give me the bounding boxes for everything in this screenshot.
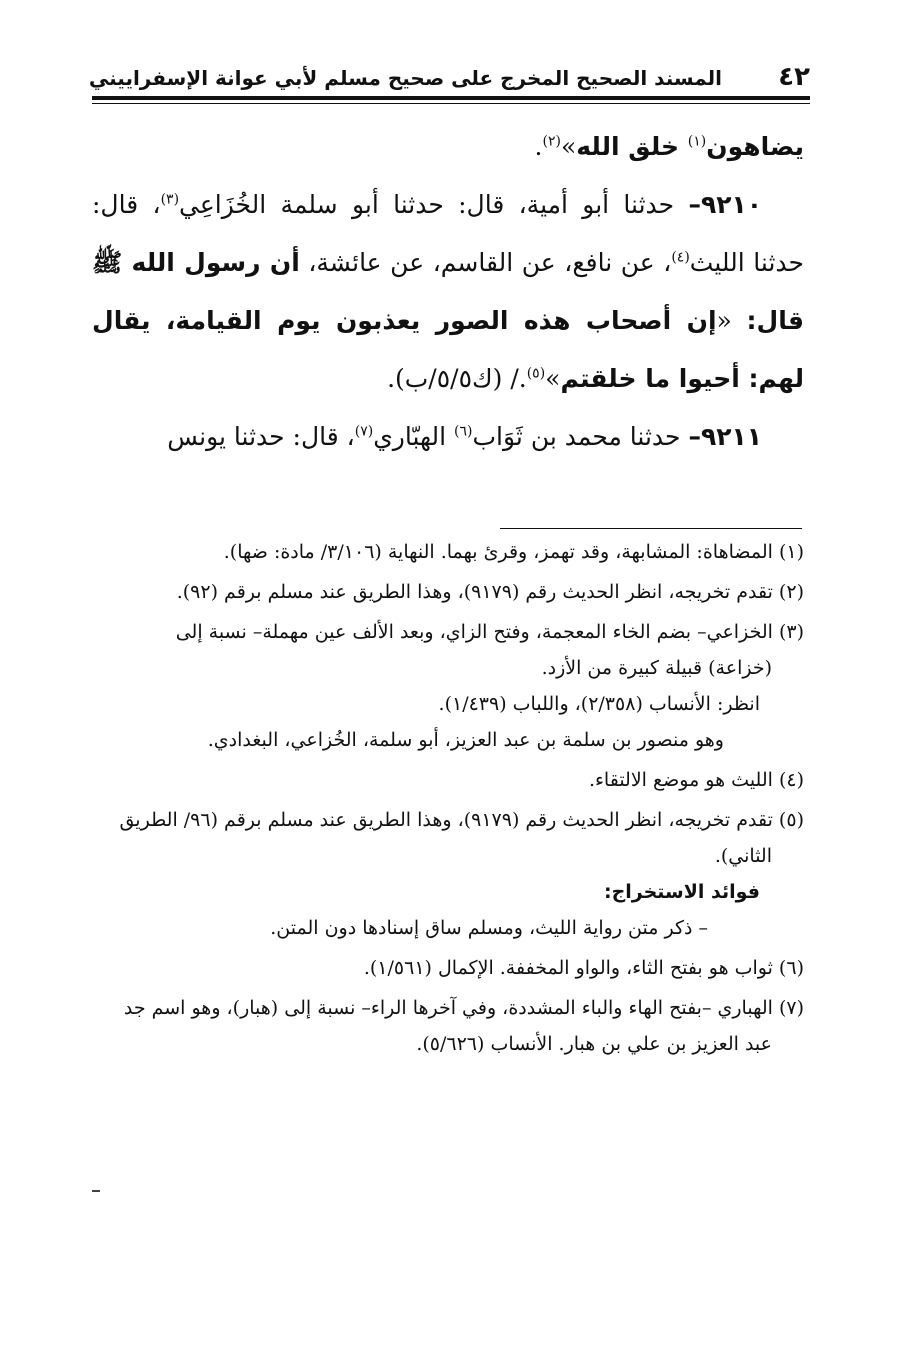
hadith-number: ٩٢١١– — [688, 422, 762, 451]
footnote-4: (٤) الليث هو موضع الالتقاء. — [588, 769, 804, 791]
footnote-7-cont: عبد العزيز بن علي بن هبار. الأنساب (٥/٦٢٦). — [416, 1033, 772, 1055]
footnote-ref-7: (٧) — [354, 423, 374, 440]
header-rule-thin — [92, 103, 810, 104]
footnote-ref-2: (٢) — [542, 133, 561, 150]
footnote-ref-5: (٥) — [526, 365, 546, 382]
page-number: ٤٢ — [778, 62, 810, 92]
footnote-ref-1: (١) — [687, 133, 707, 150]
fawaid-item: – ذكر متن رواية الليث، ومسلم ساق إسنادها دون المتن. — [270, 917, 708, 939]
footnote-ref-4: (٤) — [671, 249, 690, 266]
header-rule-thick — [92, 96, 810, 100]
footnote-3-cont: (خزاعة) قبيلة كبيرة من الأزد. — [541, 657, 772, 679]
hadith-matn: إن أصحاب هذه الصور يعذبون يوم القيامة، يقال لهم: أحيوا ما خلقتم — [92, 306, 804, 393]
hadith-9210: ٩٢١٠– حدثنا أبو أمية، قال: حدثنا أبو سلمة الخُزَاعِي$^{(٣)}$، قال: حدثنا الليث$^{(٤)}$، عن نافع، عن القاسم، عن عائشة، أن رسول الله ﷺ قال: «إن أصحاب هذه الصور يعذبون يوم القيامة، يقال لهم: أحيوا ما خلقتم»$^{(٥)}$./ (ك٥/٥/ب). — [92, 190, 804, 393]
footnote-5-cont: الثاني). — [714, 845, 772, 867]
page-header — [88, 62, 810, 94]
footnote-6: (٦) ثواب هو بفتح الثاء، والواو المخففة. الإكمال (١/٥٦١). — [363, 957, 804, 979]
footnotes — [82, 530, 804, 1062]
scan-mark — [92, 1190, 100, 1192]
footnote-1: (١) المضاهاة: المشابهة، وقد تهمز، وقرئ بهما. النهاية (٣/١٠٦/ مادة: ضها). — [223, 541, 804, 563]
hadith-number: ٩٢١٠– — [688, 190, 763, 219]
footnote-7: (٧) الهباري –بفتح الهاء والباء المشددة، وفي آخرها الراء– نسبة إلى (هبار)، وهو اسم جد — [123, 997, 804, 1019]
footnote-3-refs: انظر: الأنساب (٢/٣٥٨)، واللباب (١/٤٣٩). — [438, 693, 760, 715]
footnote-3-note: وهو منصور بن سلمة بن عبد العزيز، أبو سلمة، الخُزاعي، البغدادي. — [207, 729, 724, 751]
running-title: المسند الصحيح المخرج على صحيح مسلم لأبي عوانة الإسفراييني — [88, 66, 722, 90]
footnote-separator — [500, 528, 802, 529]
footnote-3: (٣) الخزاعي– بضم الخاء المعجمة، وفتح الزاي، وبعد الألف عين مهملة– نسبة إلى — [175, 621, 804, 643]
fawaid-heading: فوائد الاستخراج: — [603, 881, 760, 903]
footnote-5: (٥) تقدم تخريجه، انظر الحديث رقم (٩١٧٩)، وهذا الطريق عند مسلم برقم (٩٦/ الطريق — [119, 809, 804, 831]
hadith-9211: ٩٢١١– حدثنا محمد بن ثَوَاب$^{(٦)}$ الهبّاري$^{(٧)}$، قال: حدثنا يونس — [167, 422, 762, 451]
footnote-ref-6: (٦) — [454, 423, 473, 440]
paragraph-continuation: يضاهون$^{(١)}$ خلق الله»$^{(٢)}$. — [534, 132, 804, 161]
footnote-2: (٢) تقدم تخريجه، انظر الحديث رقم (٩١٧٩)، وهذا الطريق عند مسلم برقم (٩٢). — [176, 581, 804, 603]
footnote-ref-3: (٣) — [160, 191, 180, 208]
main-text — [92, 118, 804, 466]
